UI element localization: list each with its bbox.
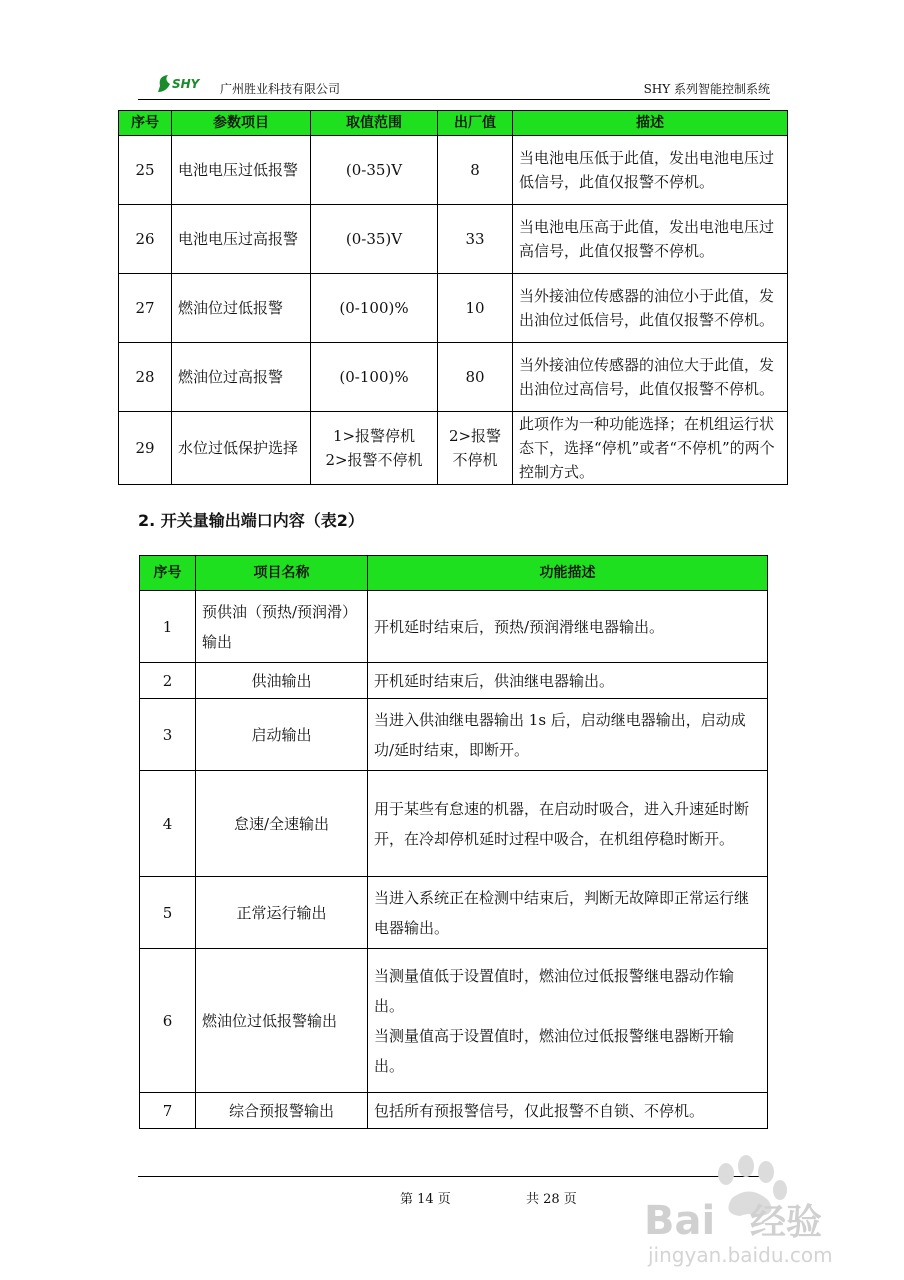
table-row xyxy=(119,136,788,205)
param-desc: 当电池电压低于此值，发出电池电压过低信号，此值仅报警不停机。 xyxy=(513,136,788,205)
parameter-table xyxy=(118,110,788,485)
row-number: 3 xyxy=(140,699,196,771)
output-desc: 当进入系统正在检测中结束后，判断无故障即正常运行继电器输出。 xyxy=(368,877,768,949)
row-number: 27 xyxy=(119,274,172,343)
output-name: 燃油位过低报警输出 xyxy=(196,949,368,1093)
watermark-brand: Bai xyxy=(644,1198,716,1244)
col-header: 序号 xyxy=(140,556,196,591)
param-default: 8 xyxy=(438,136,513,205)
output-port-table xyxy=(139,555,768,1129)
param-desc: 当外接油位传感器的油位小于此值，发出油位过低信号，此值仅报警不停机。 xyxy=(513,274,788,343)
output-desc: 用于某些有怠速的机器，在启动时吸合，进入升速延时断开，在冷却停机延时过程中吸合，在机组停稳时断开。 xyxy=(368,771,768,877)
param-default: 33 xyxy=(438,205,513,274)
param-range: (0-35)V xyxy=(311,205,438,274)
page-header xyxy=(138,66,770,100)
output-desc xyxy=(368,949,768,1093)
output-name: 供油输出 xyxy=(196,663,368,699)
param-range: (0-35)V xyxy=(311,136,438,205)
section-title: 2. 开关量输出端口内容（表2） xyxy=(138,511,364,530)
param-desc: 当外接油位传感器的油位大于此值，发出油位过高信号，此值仅报警不停机。 xyxy=(513,343,788,412)
page-total: 共 28 页 xyxy=(526,1192,577,1207)
watermark-url: jingyan.baidu.com xyxy=(648,1243,833,1267)
header-rule xyxy=(138,99,770,100)
table-row xyxy=(119,412,788,485)
table-row xyxy=(140,591,768,663)
table-header-row xyxy=(119,111,788,136)
param-range: (0-100)% xyxy=(311,343,438,412)
param-item: 燃油位过高报警 xyxy=(172,343,311,412)
param-item: 燃油位过低报警 xyxy=(172,274,311,343)
table-row xyxy=(140,1093,768,1129)
table-row xyxy=(140,699,768,771)
output-desc: 当进入供油继电器输出 1s 后，启动继电器输出，启动成功/延时结束，即断开。 xyxy=(368,699,768,771)
col-header: 项目名称 xyxy=(196,556,368,591)
table-row xyxy=(140,771,768,877)
baidu-watermark xyxy=(640,1150,860,1270)
table-row xyxy=(140,877,768,949)
table-row xyxy=(140,663,768,699)
system-name: SHY 系列智能控制系统 xyxy=(643,82,770,96)
row-number: 25 xyxy=(119,136,172,205)
row-number: 1 xyxy=(140,591,196,663)
param-default: 80 xyxy=(438,343,513,412)
col-header: 功能描述 xyxy=(368,556,768,591)
row-number: 6 xyxy=(140,949,196,1093)
col-header: 取值范围 xyxy=(311,111,438,136)
row-number: 28 xyxy=(119,343,172,412)
table-row xyxy=(119,205,788,274)
param-desc: 此项作为一种功能选择；在机组运行状态下，选择“停机”或者“不停机”的两个控制方式。 xyxy=(513,412,788,485)
output-name: 预供油（预热/预润滑）输出 xyxy=(196,591,368,663)
output-desc: 开机延时结束后，预热/预润滑继电器输出。 xyxy=(368,591,768,663)
param-item: 电池电压过低报警 xyxy=(172,136,311,205)
table-row xyxy=(140,949,768,1093)
col-header: 参数项目 xyxy=(172,111,311,136)
range-option: 2>报警不停机 xyxy=(325,451,423,469)
range-option: 1>报警停机 xyxy=(332,427,416,445)
row-number: 29 xyxy=(119,412,172,485)
table-header-row xyxy=(140,556,768,591)
row-number: 4 xyxy=(140,771,196,877)
table-row xyxy=(119,343,788,412)
param-item: 水位过低保护选择 xyxy=(172,412,311,485)
row-number: 26 xyxy=(119,205,172,274)
col-header: 出厂值 xyxy=(438,111,513,136)
output-desc: 包括所有预报警信号，仅此报警不自锁、不停机。 xyxy=(368,1093,768,1129)
shy-logo xyxy=(156,70,216,96)
col-header: 描述 xyxy=(513,111,788,136)
output-name: 综合预报警输出 xyxy=(196,1093,368,1129)
row-number: 5 xyxy=(140,877,196,949)
output-name: 正常运行输出 xyxy=(196,877,368,949)
desc-line: 当测量值低于设置值时，燃油位过低报警继电器动作输出。 xyxy=(374,966,735,1015)
param-default: 2>报警不停机 xyxy=(438,412,513,485)
company-name: 广州胜业科技有限公司 xyxy=(220,82,341,96)
svg-text:SHY: SHY xyxy=(172,77,200,91)
output-name: 启动输出 xyxy=(196,699,368,771)
watermark-brand-cn: 经验 xyxy=(750,1202,823,1243)
output-name: 怠速/全速输出 xyxy=(196,771,368,877)
table-row xyxy=(119,274,788,343)
output-desc: 开机延时结束后，供油继电器输出。 xyxy=(368,663,768,699)
col-header: 序号 xyxy=(119,111,172,136)
param-default: 10 xyxy=(438,274,513,343)
page-number: 第 14 页 xyxy=(400,1192,451,1207)
param-item: 电池电压过高报警 xyxy=(172,205,311,274)
row-number: 2 xyxy=(140,663,196,699)
desc-line: 当测量值高于设置值时，燃油位过低报警继电器断开输出。 xyxy=(374,1026,735,1075)
row-number: 7 xyxy=(140,1093,196,1129)
param-range xyxy=(311,412,438,485)
param-range: (0-100)% xyxy=(311,274,438,343)
param-desc: 当电池电压高于此值，发出电池电压过高信号，此值仅报警不停机。 xyxy=(513,205,788,274)
